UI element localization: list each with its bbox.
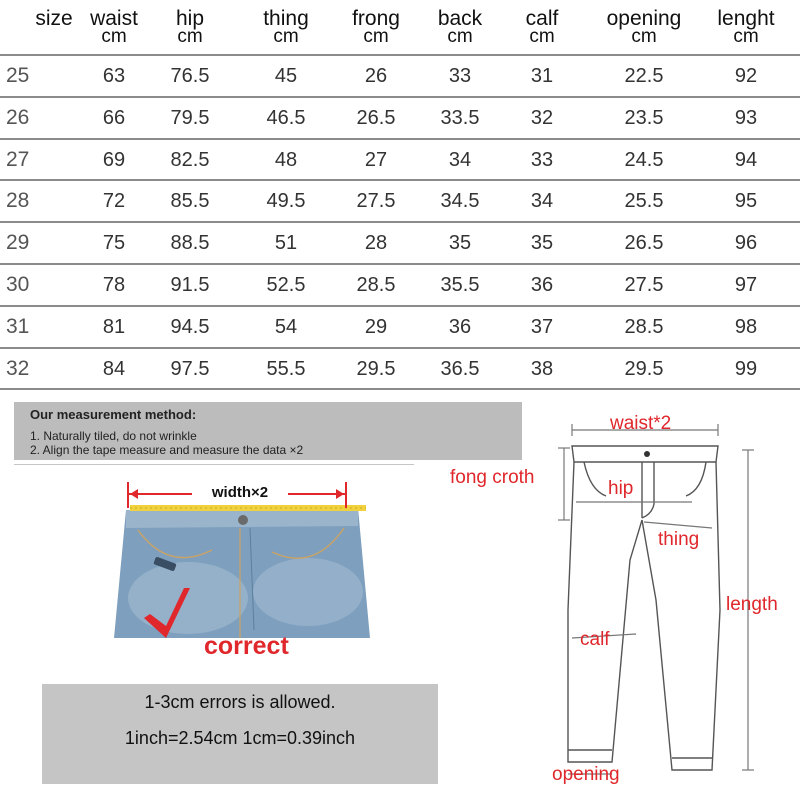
table-cell: 81 — [102, 315, 126, 338]
table-cell: 34 — [448, 148, 472, 171]
table-header — [0, 0, 800, 56]
table-cell: 29 — [364, 315, 388, 338]
column-header-name: size — [35, 7, 73, 30]
column-header-unit: cm — [631, 26, 657, 47]
table-cell: 24.5 — [624, 148, 664, 171]
table-cell: 72 — [102, 190, 126, 213]
column-header-name: lenght — [717, 7, 775, 30]
table-cell: 98 — [734, 315, 758, 338]
diagram-label-hip: hip — [608, 478, 634, 499]
diagram-label-thigh: thing — [658, 529, 700, 550]
table-cell: 36 — [530, 274, 554, 296]
table-row — [0, 307, 800, 347]
table-cell: 36.5 — [440, 357, 480, 380]
table-row — [0, 98, 800, 138]
table-cell: 51 — [274, 232, 298, 255]
table-cell: 33 — [530, 148, 554, 171]
size-cell: 26 — [6, 105, 30, 129]
column-header — [701, 7, 791, 47]
table-cell: 27 — [364, 148, 388, 171]
table-cell: 35 — [448, 232, 472, 255]
column-header-unit: cm — [177, 26, 203, 47]
column-header-unit: cm — [363, 26, 389, 47]
correct-label: correct — [204, 632, 289, 660]
table-cell: 49.5 — [266, 190, 306, 213]
table-cell: 48 — [274, 148, 298, 171]
table-cell: 29.5 — [356, 357, 396, 380]
table-cell: 84 — [102, 357, 126, 380]
table-cell: 35 — [530, 232, 554, 255]
width-label: width×2 — [211, 484, 269, 501]
table-cell: 36 — [448, 315, 472, 338]
table-cell: 34 — [530, 190, 554, 213]
table-row — [0, 349, 800, 389]
table-cell: 25.5 — [624, 190, 664, 213]
tolerance-note — [42, 684, 438, 784]
table-cell: 95 — [734, 190, 758, 213]
table-cell: 96 — [734, 232, 758, 255]
table-cell: 31 — [530, 65, 554, 87]
column-header-name: calf — [525, 7, 559, 30]
table-cell: 55.5 — [266, 357, 306, 380]
pants-measurement-diagram — [440, 400, 800, 800]
table-cell: 79.5 — [170, 106, 210, 129]
diagram-label-front-crotch: fong croth — [450, 467, 535, 488]
column-header — [336, 7, 416, 47]
table-cell: 76.5 — [170, 65, 210, 87]
table-cell: 35.5 — [440, 274, 480, 296]
column-header — [241, 7, 331, 47]
table-cell: 33.5 — [440, 106, 480, 129]
column-header — [507, 7, 577, 47]
column-header-name: back — [437, 7, 483, 30]
method-step: 1. Naturally tiled, do not wrinkle — [30, 429, 197, 443]
table-cell: 99 — [734, 357, 758, 380]
table-row — [0, 56, 800, 96]
size-cell: 31 — [6, 314, 30, 338]
table-cell: 88.5 — [170, 232, 210, 255]
column-header-unit: cm — [273, 26, 299, 47]
column-header-name: opening — [606, 7, 682, 30]
table-cell: 26.5 — [624, 232, 664, 255]
table-cell: 22.5 — [624, 65, 664, 87]
table-row — [0, 223, 800, 263]
method-step: 2. Align the tape measure and measure the data ×2 — [30, 443, 304, 457]
column-header — [420, 7, 500, 47]
table-cell: 23.5 — [624, 106, 664, 129]
unit-conversion-text: 1inch=2.54cm 1cm=0.39inch — [124, 728, 356, 748]
size-cell: 32 — [6, 356, 30, 380]
button-icon — [644, 451, 650, 457]
column-header-unit: cm — [101, 26, 127, 47]
size-cell: 25 — [6, 64, 30, 87]
diagram-label-opening: opening — [552, 764, 620, 785]
table-cell: 75 — [102, 232, 126, 255]
table-cell: 27.5 — [356, 190, 396, 213]
table-cell: 34.5 — [440, 190, 480, 213]
column-header-name: waist — [90, 7, 138, 30]
column-header-unit: cm — [447, 26, 473, 47]
divider — [0, 388, 800, 390]
table-cell: 66 — [102, 106, 126, 129]
size-cell: 28 — [6, 189, 30, 213]
tolerance-text: 1-3cm errors is allowed. — [144, 692, 336, 712]
table-cell: 27.5 — [624, 274, 664, 296]
table-cell: 28.5 — [624, 315, 664, 338]
table-cell: 26.5 — [356, 106, 396, 129]
table-cell: 28.5 — [356, 274, 396, 296]
column-header — [150, 7, 230, 47]
table-cell: 46.5 — [266, 106, 306, 129]
table-cell: 94 — [734, 148, 758, 171]
diagram-label-waist: waist*2 — [610, 413, 672, 434]
table-cell: 52.5 — [266, 274, 306, 296]
table-cell: 28 — [364, 232, 388, 255]
table-cell: 69 — [102, 148, 126, 171]
table-row — [0, 140, 800, 180]
table-cell: 94.5 — [170, 315, 210, 338]
jeans-waist-photo — [108, 480, 376, 638]
column-header — [74, 7, 154, 47]
table-cell: 45 — [274, 65, 298, 87]
method-title: Our measurement method: — [30, 407, 197, 422]
table-cell: 32 — [530, 106, 554, 129]
table-cell: 91.5 — [170, 274, 210, 296]
diagram-label-calf: calf — [580, 629, 610, 650]
column-header-unit: cm — [529, 26, 555, 47]
table-cell: 85.5 — [170, 190, 210, 213]
table-cell: 92 — [734, 65, 758, 87]
table-cell: 97 — [734, 274, 758, 296]
size-cell: 27 — [6, 147, 30, 171]
table-cell: 54 — [274, 315, 298, 338]
size-cell: 29 — [6, 231, 30, 255]
table-cell: 63 — [102, 65, 126, 87]
table-cell: 38 — [530, 357, 554, 380]
table-cell: 26 — [364, 65, 388, 87]
divider — [14, 464, 414, 465]
table-row — [0, 265, 800, 305]
table-row — [0, 181, 800, 221]
table-cell: 78 — [102, 274, 126, 296]
table-cell: 93 — [734, 106, 758, 129]
button-icon — [238, 515, 248, 525]
column-header-name: hip — [175, 7, 205, 30]
column-header-unit: cm — [733, 26, 759, 47]
table-cell: 33 — [448, 65, 472, 87]
column-header-name: frong — [352, 7, 400, 30]
diagram-label-length: length — [726, 594, 778, 615]
table-cell: 82.5 — [170, 148, 210, 171]
table-cell: 29.5 — [624, 357, 664, 380]
column-header-name: thing — [263, 7, 309, 30]
table-cell: 97.5 — [170, 357, 210, 380]
size-cell: 30 — [6, 273, 30, 296]
table-cell: 37 — [530, 315, 554, 338]
column-header — [594, 7, 694, 47]
